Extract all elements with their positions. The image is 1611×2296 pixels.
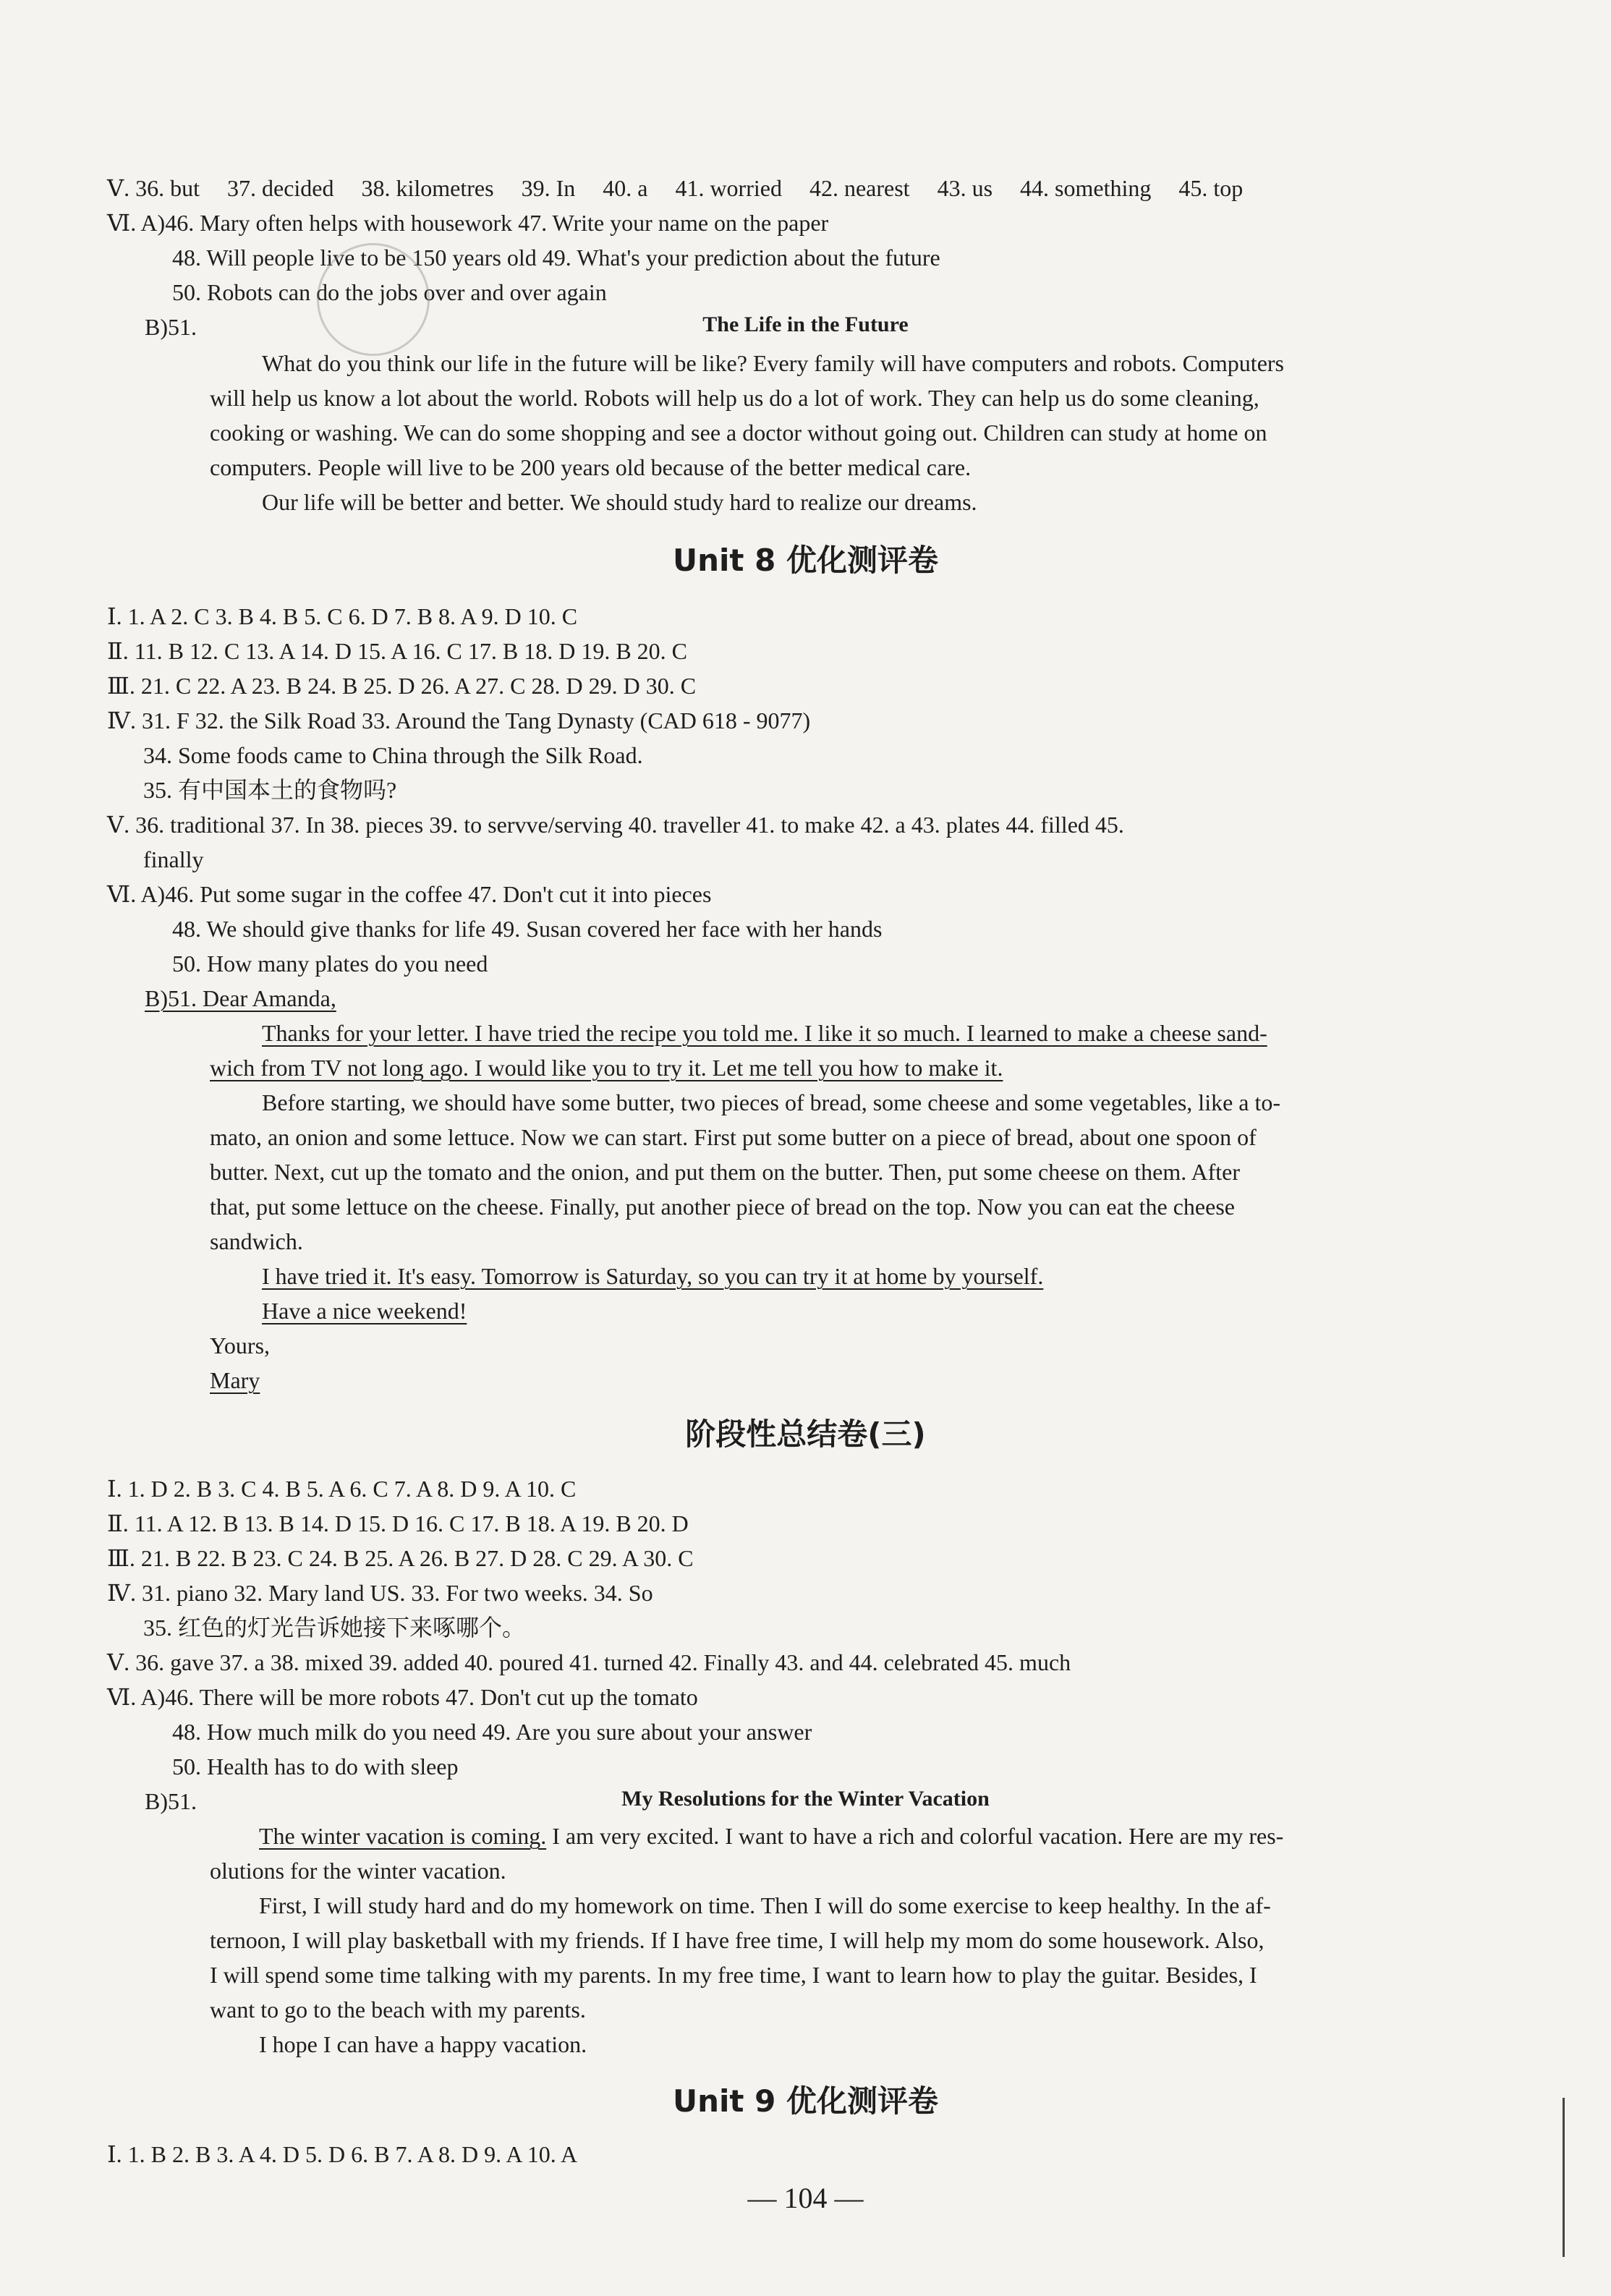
page-number: — 104 — [747,2182,864,2214]
answer-line: Ⅱ. 11. A 12. B 13. B 14. D 15. D 16. C 17. B 18. A 19. B 20. D [107,1510,689,1536]
answer-line: Ⅰ. 1. D 2. B 3. C 4. B 5. A 6. C 7. A 8. D 9. A 10. C [107,1476,577,1502]
answer-line: 34. Some foods came to China through the Silk Road. [143,742,643,768]
letter-line: that, put some lettuce on the cheese. Finally, put another piece of bread on the top. Now you can eat the cheese [210,1194,1235,1220]
answer-line: 35. 有中国本土的食物吗? [143,777,397,803]
answer-line: 48. We should give thanks for life 49. Susan covered her face with her hands [172,916,883,942]
essay-line: I will spend some time talking with my parents. In my free time, I want to learn how to play the guitar. Besides, I [210,1962,1257,1988]
letter-line: sandwich. [210,1228,303,1254]
letter-line: wich from TV not long ago. I would like you to try it. Let me tell you how to make it. [210,1055,1003,1081]
section-heading-unit9: Unit 9 优化测评卷 [673,2083,938,2119]
letter-closing: Yours, [210,1332,271,1359]
answer-label: B)51. [145,1788,197,1814]
answer-line: Ⅲ. 21. C 22. A 23. B 24. B 25. D 26. A 27. C 28. D 29. D 30. C [107,673,697,699]
essay-line: Our life will be better and better. We should study hard to realize our dreams. [262,489,977,515]
letter-signature: Mary [210,1367,260,1393]
essay-title: My Resolutions for the Winter Vacation [621,1787,990,1811]
essay-line: The winter vacation is coming. I am very excited. I want to have a rich and colorful vacation. Here are my res- [259,1823,1284,1849]
answer-line: Ⅴ. 36. traditional 37. In 38. pieces 39. to servve/serving 40. traveller 41. to make 42. a 43. plates 44. filled 45. [107,812,1124,838]
answer-line: Ⅰ. 1. A 2. C 3. B 4. B 5. C 6. D 7. B 8. A 9. D 10. C [107,603,578,629]
section-heading-stage3: 阶段性总结卷(三) [685,1416,926,1452]
answer-line: finally [143,846,204,872]
answer-line: 48. How much milk do you need 49. Are you sure about your answer [172,1719,812,1745]
essay-line: ternoon, I will play basketball with my friends. If I have free time, I will help my mom do some housework. Also, [210,1927,1264,1953]
letter-line: Thanks for your letter. I have tried the recipe you told me. I like it so much. I learned to make a cheese sand- [262,1020,1267,1046]
essay-line: First, I will study hard and do my homework on time. Then I will do some exercise to keep healthy. In the af- [259,1892,1271,1918]
answer-line: Ⅳ. 31. piano 32. Mary land US. 33. For two weeks. 34. So [107,1580,653,1606]
letter-greeting: B)51. Dear Amanda, [145,985,336,1011]
answer-line: Ⅱ. 11. B 12. C 13. A 14. D 15. A 16. C 17. B 18. D 19. B 20. C [107,638,687,664]
letter-line: butter. Next, cut up the tomato and the onion, and put them on the butter. Then, put some cheese on them. After [210,1159,1240,1185]
answer-line: 50. Robots can do the jobs over and over again [172,279,607,305]
watermark-stamp [317,243,430,356]
letter-line: I have tried it. It's easy. Tomorrow is Saturday, so you can try it at home by yourself. [262,1263,1044,1289]
essay-line: will help us know a lot about the world. Robots will help us do a lot of work. They can help us do some cleaning, [210,385,1259,411]
essay-line: want to go to the beach with my parents. [210,1997,586,2023]
section-heading-unit8: Unit 8 优化测评卷 [673,543,938,578]
answer-line: 50. How many plates do you need [172,951,488,977]
letter-line: Have a nice weekend! [262,1298,467,1324]
answer-line: 50. Health has to do with sleep [172,1753,459,1780]
essay-line: What do you think our life in the future will be like? Every family will have computers and robots. Computers [262,350,1284,376]
essay-line: I hope I can have a happy vacation. [259,2031,587,2057]
essay-line: olutions for the winter vacation. [210,1858,506,1884]
answer-line: Ⅲ. 21. B 22. B 23. C 24. B 25. A 26. B 27. D 28. C 29. A 30. C [107,1545,694,1571]
essay-title: The Life in the Future [702,312,909,336]
answer-line: Ⅳ. 31. F 32. the Silk Road 33. Around the Tang Dynasty (CAD 618 - 9077) [107,707,811,734]
answer-line: 35. 红色的灯光告诉她接下来啄哪个。 [143,1615,526,1641]
answer-line: 48. Will people live to be 150 years old 49. What's your prediction about the future [172,245,940,271]
letter-line: mato, an onion and some lettuce. Now we can start. First put some butter on a piece of bread, about one spoon of [210,1124,1257,1150]
answer-line: Ⅵ. A)46. There will be more robots 47. Don't cut up the tomato [107,1684,698,1710]
answer-line-v-unit7: Ⅴ. 36. but 37. decided 38. kilometres 39. In 40. a 41. worried 42. nearest 43. us 44. something 45. top [107,175,1244,201]
essay-line: computers. People will live to be 200 years old because of the better medical care. [210,454,972,480]
answer-line: Ⅵ. A)46. Put some sugar in the coffee 47. Don't cut it into pieces [107,881,712,907]
scan-edge-mark [1563,2098,1565,2257]
answer-line: Ⅰ. 1. B 2. B 3. A 4. D 5. D 6. B 7. A 8. D 9. A 10. A [107,2141,578,2167]
answer-line: Ⅵ. A)46. Mary often helps with housework 47. Write your name on the paper [107,210,829,236]
letter-line: Before starting, we should have some butter, two pieces of bread, some cheese and some vegetables, like a to- [262,1089,1281,1115]
essay-line: cooking or washing. We can do some shopping and see a doctor without going out. Children can study at home on [210,420,1267,446]
answer-label: B)51. [145,314,197,340]
answer-line: Ⅴ. 36. gave 37. a 38. mixed 39. added 40. poured 41. turned 42. Finally 43. and 44. celebrated 45. much [107,1649,1071,1675]
